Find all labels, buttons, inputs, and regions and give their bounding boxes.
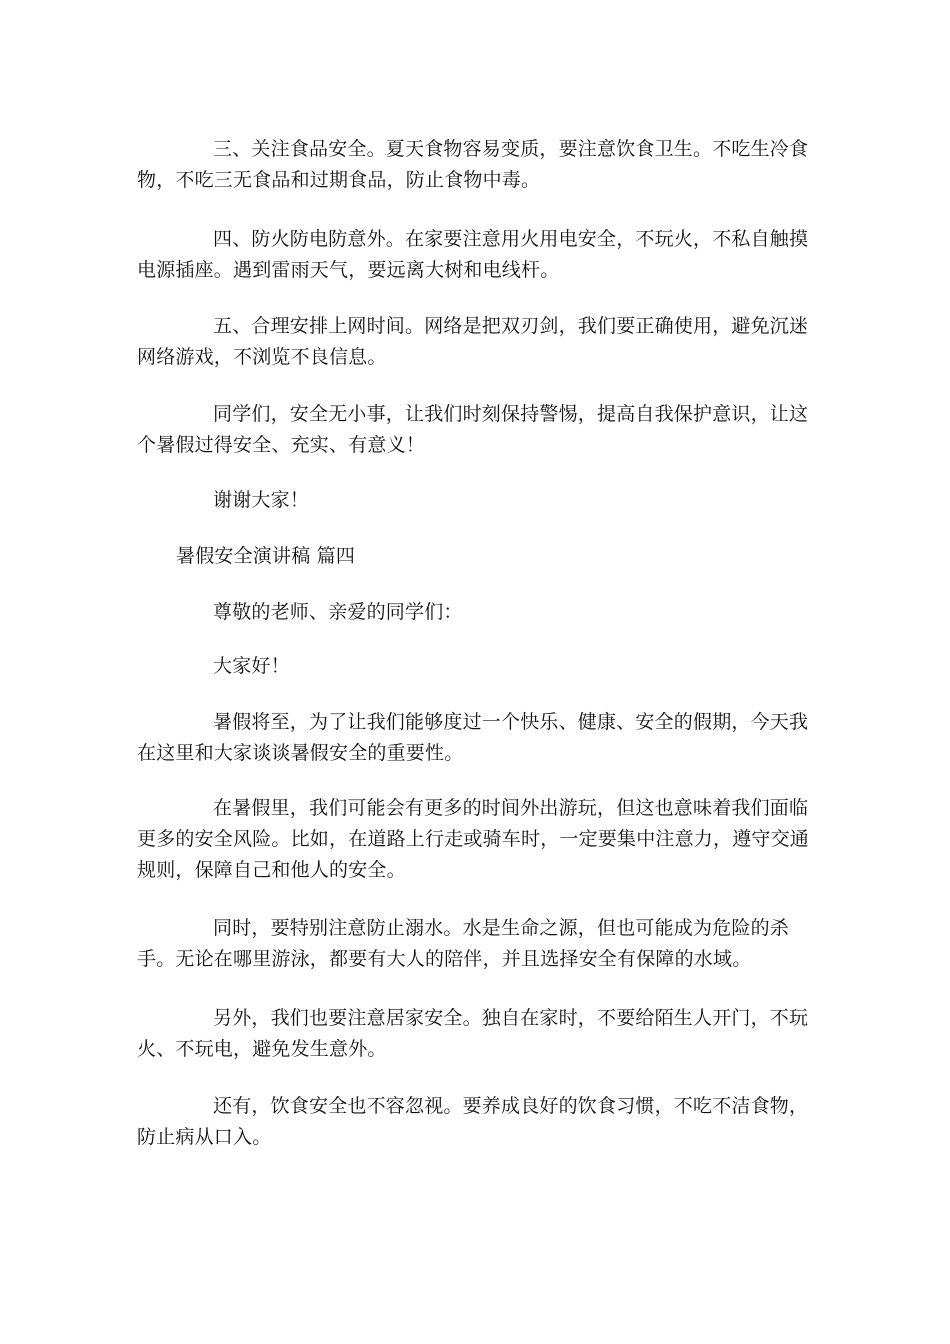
section-heading: 暑假安全演讲稿 篇四 bbox=[176, 545, 356, 567]
paragraph-internet-time: 五、合理安排上网时间。网络是把双刃剑，我们要正确使用，避免沉迷网络游戏，不浏览不良信息。 bbox=[137, 315, 809, 368]
paragraph-closing-remark: 同学们，安全无小事，让我们时刻保持警惕，提高自我保护意识，让这个暑假过得安全、充实、有意义！ bbox=[137, 403, 809, 456]
paragraph-fire-electric-safety: 四、防火防电防意外。在家要注意用火用电安全，不玩火，不私自触摸电源插座。遇到雷雨天气，要远离大树和电线杆。 bbox=[137, 228, 809, 281]
paragraph-home-safety: 另外，我们也要注意居家安全。独自在家时，不要给陌生人开门，不玩火、不玩电，避免发生意外。 bbox=[137, 1007, 809, 1060]
paragraph-food-safety: 三、关注食品安全。夏天食物容易变质，要注意饮食卫生。不吃生冷食物，不吃三无食品和过期食品，防止食物中毒。 bbox=[137, 138, 809, 191]
paragraph-diet-safety: 还有，饮食安全也不容忽视。要养成良好的饮食习惯，不吃不洁食物，防止病从口入。 bbox=[137, 1095, 809, 1148]
paragraph-intro: 暑假将至，为了让我们能够度过一个快乐、健康、安全的假期，今天我在这里和大家谈谈暑假安全的重要性。 bbox=[137, 711, 809, 764]
paragraph-traffic-safety: 在暑假里，我们可能会有更多的时间外出游玩，但这也意味着我们面临更多的安全风险。比如，在道路上行走或骑车时，一定要集中注意力，遵守交通规则，保障自己和他人的安全。 bbox=[137, 797, 810, 881]
paragraph-thanks: 谢谢大家！ bbox=[213, 489, 310, 511]
paragraph-greeting: 大家好！ bbox=[213, 655, 290, 677]
paragraph-salutation: 尊敬的老师、亲爱的同学们： bbox=[213, 601, 463, 623]
paragraph-drowning-prevention: 同时，要特别注意防止溺水。水是生命之源，但也可能成为危险的杀手。无论在哪里游泳，都要有大人的陪伴，并且选择安全有保障的水域。 bbox=[137, 917, 790, 970]
